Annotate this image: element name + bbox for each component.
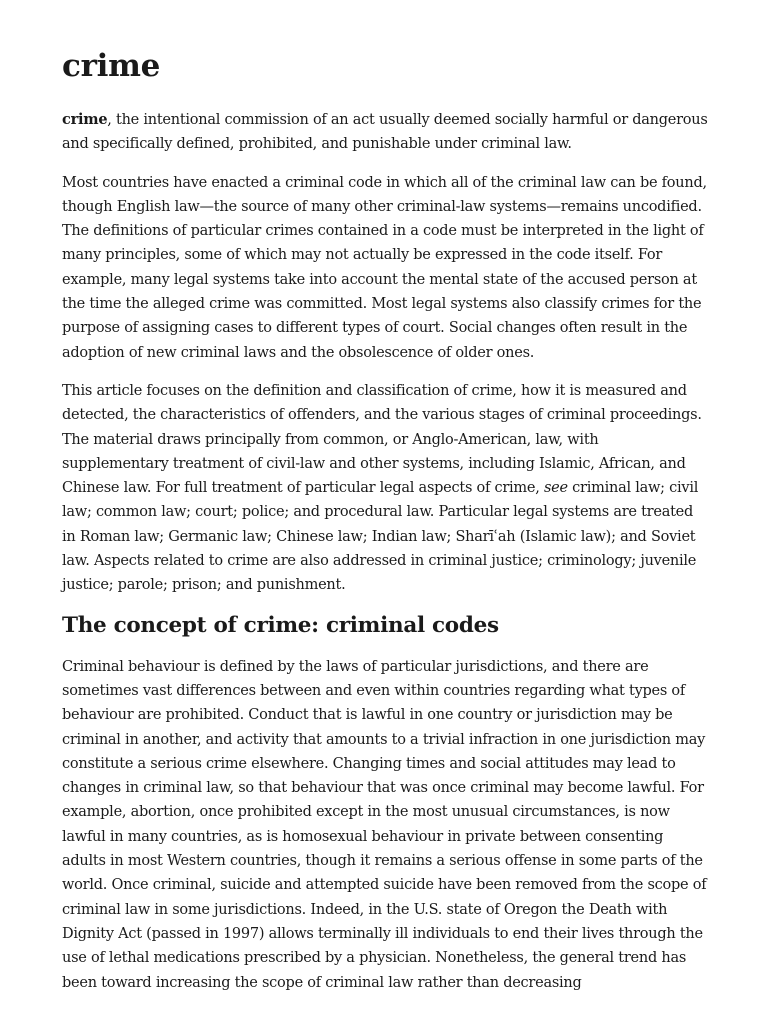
intro-definition: , the intentional commission of an act usually deemed socially harmful or dangerous and specifically defined, prohibited, and punishable under criminal law. <box>62 112 708 153</box>
focus-text-before: This article focuses on the definition and classification of crime, how it is measured and detected, the characteristics of offenders, and the various stages of criminal proceedings. The material draws principally from common, or Anglo-American, law, with supplementary treatment of civil-law and other systems, including Islamic, African, and Chinese law. For full treatment of particular legal aspects of crime, <box>62 382 702 497</box>
concept-paragraph: Criminal behaviour is defined by the laws of particular jurisdictions, and there are sometimes vast differences between and even within countries regarding what types of behaviour are prohibited. Conduct that is lawful in one country or jurisdiction may be criminal in another, and activity that amounts to a trivial infraction in one jurisdiction may constitute a serious crime elsewhere. Changing times and social attitudes may lead to changes in criminal law, so that behaviour that was once criminal may become lawful. For example, abortion, once prohibited except in the most unusual circumstances, is now lawful in many countries, as is homosexual behaviour in private between consenting adults in most Western countries, though it remains a serious offense in some parts of the world. Once criminal, suicide and attempted suicide have been removed from the scope of criminal law in some jurisdictions. Indeed, in the U.S. state of Oregon the Death with Dignity Act (passed in 1997) allows terminally ill individuals to end their lives through the use of lethal medications prescribed by a physician. Nonetheless, the general trend has been toward increasing the scope of criminal law rather than decreasing <box>62 658 707 991</box>
see-emphasis: see <box>543 480 568 497</box>
article-focus-paragraph <box>62 379 708 598</box>
section-heading: The concept of crime: criminal codes <box>62 612 499 638</box>
criminal-code-paragraph: Most countries have enacted a criminal code in which all of the criminal law can be found, though English law—the source of many other criminal-law systems—remains uncodified. The definitions of particular crimes contained in a code must be interpreted in the light of many principles, some of which may not actually be expressed in the code itself. For example, many legal systems take into account the mental state of the accused person at the time the alleged crime was committed. Most legal systems also classify crimes for the purpose of assigning cases to different types of court. Social changes often result in the adoption of new criminal laws and the obsolescence of older ones. <box>62 174 707 361</box>
article <box>62 0 708 995</box>
focus-text-after: criminal law; civil law; common law; court; police; and procedural law. Particular legal systems are treated in Roman law; Germanic law; Chinese law; Indian law; Sharīʿah (Islamic law); and Soviet law. Aspects related to crime are also addressed in criminal justice; criminology; juvenile justice; parole; prison; and punishment. <box>62 480 699 594</box>
intro-term: crime <box>62 111 108 128</box>
page-title: crime <box>62 48 161 84</box>
intro-paragraph <box>62 108 708 157</box>
